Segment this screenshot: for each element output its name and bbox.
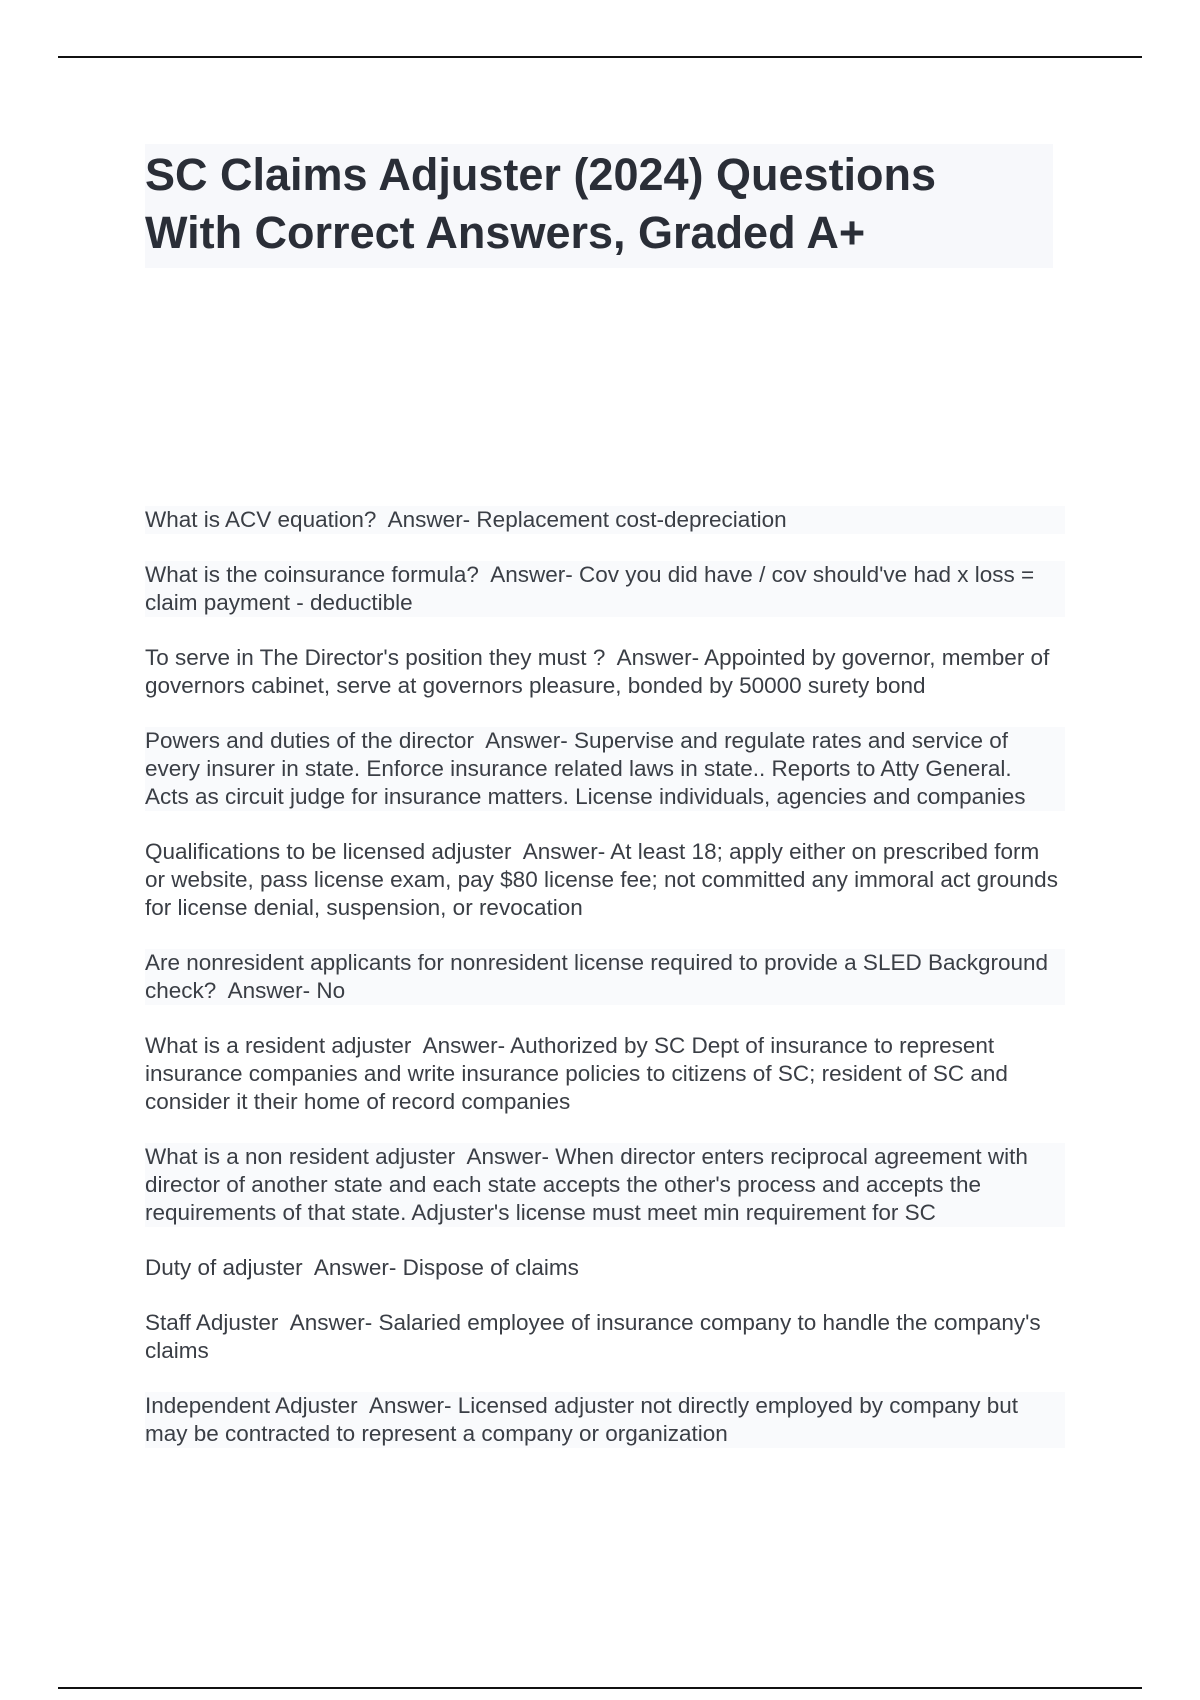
- question-text: Duty of adjuster: [145, 1255, 303, 1280]
- answer-text: Answer- When director enters reciprocal agreement with director of another state and each state accepts the other's process and accepts the requirements of that state. Adjuster's license must meet min requirement for SC: [145, 1144, 1028, 1225]
- answer-text: Answer- Dispose of claims: [313, 1255, 579, 1280]
- answer-text: Answer- Cov you did have / cov should've had x loss = claim payment - deductible: [145, 562, 1035, 615]
- qa-item: [145, 1032, 1065, 1116]
- title-block: [145, 144, 1053, 268]
- title-line-1: SC Claims Adjuster (2024) Questions: [145, 149, 937, 200]
- title-line-2: With Correct Answers, Graded A+: [145, 207, 866, 258]
- qa-item: [145, 838, 1065, 922]
- question-text: To serve in The Director's position they must ?: [145, 645, 606, 670]
- qa-list: [145, 506, 1065, 1475]
- document-title: [145, 146, 1053, 262]
- answer-text: Answer- Salaried employee of insurance company to handle the company's claims: [145, 1310, 1041, 1363]
- answer-text: Answer- Appointed by governor, member of governors cabinet, serve at governors pleasure, bonded by 50000 surety bond: [145, 645, 1050, 698]
- qa-item: [145, 1254, 1065, 1282]
- answer-text: Answer- At least 18; apply either on prescribed form or website, pass license exam, pay $80 license fee; not committed any immoral act grounds for license denial, suspension, or revocation: [145, 839, 1058, 920]
- answer-text: Answer- Replacement cost-depreciation: [387, 507, 787, 532]
- question-text: Qualifications to be licensed adjuster: [145, 839, 512, 864]
- answer-text: Answer- Supervise and regulate rates and service of every insurer in state. Enforce insurance related laws in state.. Reports to Atty General. Acts as circuit judge for insurance matters. License individuals, agencies and companies: [145, 728, 1026, 809]
- qa-item: [145, 644, 1065, 700]
- question-text: What is a non resident adjuster: [145, 1144, 456, 1169]
- answer-text: Answer- No: [227, 978, 346, 1003]
- question-text: Are nonresident applicants for nonresident license required to provide a SLED Background check?: [145, 950, 1049, 1003]
- answer-text: Answer- Authorized by SC Dept of insurance to represent insurance companies and write insurance policies to citizens of SC; resident of SC and consider it their home of record companies: [145, 1033, 1008, 1114]
- qa-item: [145, 949, 1065, 1005]
- qa-item: [145, 1143, 1065, 1227]
- question-text: What is ACV equation?: [145, 507, 377, 532]
- question-text: What is the coinsurance formula?: [145, 562, 479, 587]
- question-text: What is a resident adjuster: [145, 1033, 412, 1058]
- qa-item: [145, 1392, 1065, 1448]
- qa-item: [145, 727, 1065, 811]
- top-rule: [58, 56, 1142, 58]
- question-text: Powers and duties of the director: [145, 728, 474, 753]
- qa-item: [145, 506, 1065, 534]
- qa-item: [145, 561, 1065, 617]
- qa-item: [145, 1309, 1065, 1365]
- bottom-rule: [58, 1687, 1142, 1689]
- question-text: Independent Adjuster: [145, 1393, 358, 1418]
- question-text: Staff Adjuster: [145, 1310, 279, 1335]
- answer-text: Answer- Licensed adjuster not directly employed by company but may be contracted to represent a company or organization: [145, 1393, 1019, 1446]
